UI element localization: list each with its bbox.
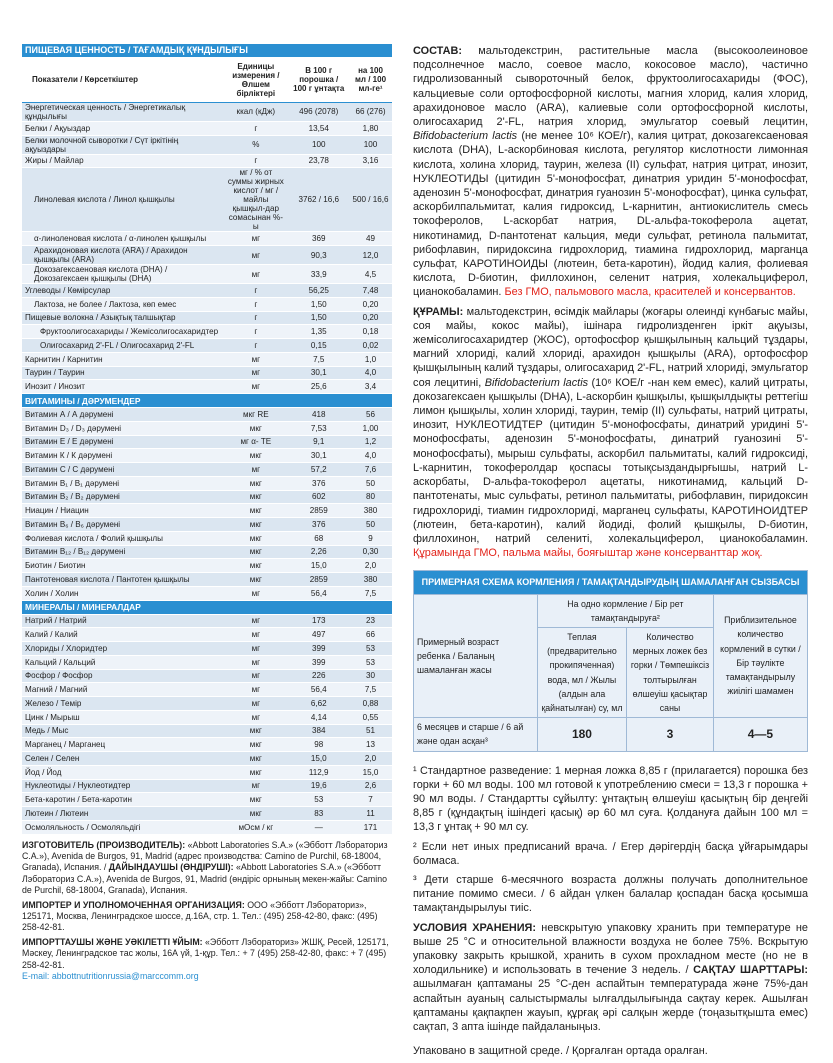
row-label: Пантотеновая кислота / Пантотен қышқылы [22,573,223,587]
note-2: ² Если нет иных предписаний врача. / Егер дәрігердің басқа ұйғарымдары болмаса. [413,840,808,867]
feeding-title: ПРИМЕРНАЯ СХЕМА КОРМЛЕНИЯ / ТАМАҚТАНДЫРУДЫҢ ШАМАЛАНҒАН СЫЗБАСЫ [414,571,808,594]
row-value-100g: 83 [288,807,349,821]
row-label: Олигосахарид 2'-FL / Олигосахарид 2'-FL [22,339,223,353]
row-label: Фолиевая кислота / Фолий қышқылы [22,531,223,545]
packed-note: Упаковано в защитной среде. / Қорғалған ортада оралған. [413,1045,708,1058]
row-value-100ml: 12,0 [349,246,392,265]
row-unit: мг [223,697,288,711]
composition-kz-text2: (10⁶ КОЕ/г -нан кем емес), калий цитраты, докозагексаен қышқылы (DHA), L-аскорбин қышқылы, қышқылдықты реттегіш лимон қышқылы, холин хлориді, таурин, темір (II) сульфаты, натрий цитраты, инозит, НУКЛЕОТИДТЕР (цитидин 5'-монофосфаты, динатрий уридині 5'-монофосфаты, аденозин 5'-монофосфаты, динатрий гуанозині 5'-монофосфаты), мырыш сульфаты, аскорбил пальмитаты, калий гидроксиді, L-карнитин, токоферолдар қоспасы тотықсыздандырғышы, натрий L-аскорбаты, D-альфа-токоферол ацетаты, никотинамид, кальций D-пантотенаты, мыс сульфаты, ретинол пальмитаты, рибофлавин, пиридоксин гидрохлориді, тиамин гидрохлориді, марганец сульфаты, КАРОТИНОИДТЕР (лютеин, бета-каротин), калий йодиді, фолий қышқылы, D-биотин, филлохинон, натрий селениті, холекальциферол, цианокобаламин. [413,376,808,545]
row-label: Натрий / Натрий [22,614,223,628]
row-value-100ml: 380 [349,573,392,587]
table-row [22,820,392,834]
table-row [22,102,392,121]
nutrition-table [22,44,392,835]
row-unit: мг [223,352,288,366]
row-label: Витамин А / А дәрумені [22,408,223,422]
row-label: Биотин / Биотин [22,559,223,573]
feeding-col-spoons: Количество мерных ложек без горки / Төмпешіксіз толтырылған өлшеуіш қасықтар саны [627,627,714,717]
storage-ru-text: невскрытую упаковку хранить при температуре не выше 25 °С и относительной влажности воздуха не более 75%. Вскрытую упаковку закрыть крышкой, хранить в сухом прохладном месте (но не в холодильнике) и использовать в течение 3 недель. / [413,921,808,977]
composition-ru-text2: (не менее 10⁶ КОЕ/г), калия цитрат, докозагексаеновая кислота (DHA), L-аскорбиновая кислота, регулятор кислотности лимонная кислота, холина хлорид, таурин, железа (II) сульфат, натрия цитрат, инозит, НУКЛЕОТИДЫ (цитидин 5'-монофосфат, динатрия уридин 5'-монофосфат, аденозин 5'-монофосфат, динатрия гуанозин 5'-монофосфат), цинка сульфат, аскорбилпальмитат, калия гидроксид, L-карнитин, антиокислитель смесь токоферолов, L-аскорбат натрия, DL-альфа-токоферола ацетат, никотинамид, D-пантотенат кальция, меди сульфат, ретинола пальмитат, рибофлавин, пиридоксина гидрохлорид, тиамина гидрохлорид, марганца сульфат, КАРОТИНОИДЫ (лютеин, бета-каротин), йодид калия, фолиевая кислота, D-биотин, филлохинон, селенит натрия, холекальциферол, цианокобаламин. [413,130,808,299]
row-unit: мкг [223,807,288,821]
row-unit: ккал (кДж) [223,102,288,121]
table-row [22,463,392,477]
manufacturer [22,840,392,897]
table-row [22,246,392,265]
row-unit: г [223,121,288,135]
table-row [22,284,392,298]
table-row [22,697,392,711]
left-column [22,44,392,982]
row-unit: г [223,325,288,339]
row-value-100g: 98 [288,738,349,752]
row-label: Пищевые волокна / Азықтық талшықтар [22,311,223,325]
row-value-100g: 56,25 [288,284,349,298]
feeding-col-water: Теплая (предварительно прокипяченная) вода, мл / Жылы (алдын ала қайнатылған) су, мл [537,627,626,717]
row-label: Углеводы / Көмірсулар [22,284,223,298]
table-row [22,311,392,325]
row-value-100g: 7,53 [288,421,349,435]
table-row [22,325,392,339]
row-label: Лютеин / Лютеин [22,807,223,821]
row-value-100g: 173 [288,614,349,628]
company-info [22,840,392,983]
row-label: Витамин В₁ / В₁ дәрумені [22,476,223,490]
row-value-100ml: 30 [349,669,392,683]
row-unit: мкг [223,476,288,490]
row-value-100g: 15,0 [288,559,349,573]
nutrition-header-row [22,57,392,102]
table-row [22,435,392,449]
table-row [22,168,392,232]
row-unit: мкг [223,504,288,518]
row-value-100g: 384 [288,724,349,738]
row-unit: мг / % от суммы жирных кислот / мг / майлы қышқыл-дар сомасынан %-ы [223,168,288,232]
table-row [22,421,392,435]
feeding-age: 6 месяцев и старше / 6 ай және одан асқан³ [414,718,538,751]
row-value-100ml: 7,5 [349,683,392,697]
composition-ru-label: СОСТАВ: [413,45,462,57]
table-row [22,297,392,311]
row-value-100ml: 1,00 [349,421,392,435]
row-value-100g: 19,6 [288,779,349,793]
row-label: Линолевая кислота / Линол қышқылы [22,168,223,232]
row-label: Белки молочной сыворотки / Сүт іркітінің ақуыздары [22,135,223,154]
row-value-100ml: 4,0 [349,366,392,380]
row-value-100ml: 9 [349,531,392,545]
feeding-col-one: На одно кормление / Бір рет тамақтандыруға² [537,594,713,627]
row-value-100g: 90,3 [288,246,349,265]
row-value-100g: 2,26 [288,545,349,559]
table-row [22,642,392,656]
row-value-100ml: 100 [349,135,392,154]
table-row [22,807,392,821]
storage-ru-label: УСЛОВИЯ ХРАНЕНИЯ: [413,921,537,934]
row-unit: мг [223,366,288,380]
row-label: Жиры / Майлар [22,154,223,168]
row-value-100g: 497 [288,628,349,642]
row-unit: мг [223,380,288,394]
row-label: Витамин Е / Е дәрумені [22,435,223,449]
row-value-100ml: 49 [349,232,392,246]
row-value-100ml: 13 [349,738,392,752]
composition-kz-warning: Құрамында ГМО, пальма майы, бояғыштар және консерванттар жоқ. [413,547,763,560]
table-row [22,655,392,669]
row-value-100g: 3762 / 16,6 [288,168,349,232]
row-label: Таурин / Таурин [22,366,223,380]
row-value-100g: 1,35 [288,325,349,339]
row-value-100g: — [288,820,349,834]
row-unit: мкг [223,449,288,463]
row-label: Медь / Мыс [22,724,223,738]
importer-text: ООО «Эбботт Лэбораториз», 125171, Москва, Ленинградское шоссе, д.16А, стр. 1. Тел.: (495) 258-42-80, факс: (495) 258-42-81. [22,899,378,933]
row-label: Фруктоолигосахариды / Жемісолигосахаридтер [22,325,223,339]
row-value-100g: 13,54 [288,121,349,135]
row-label: Бета-каротин / Бета-каротин [22,793,223,807]
table-row [22,738,392,752]
row-value-100g: 0,15 [288,339,349,353]
storage-kz-label: САҚТАУ ШАРТТАРЫ: [693,964,808,977]
row-label: Цинк / Мырыш [22,710,223,724]
table-row [22,710,392,724]
email-link[interactable]: E-mail: abbottnutritionrussia@marccomm.org [22,970,199,981]
feeding-col-age: Примерный возраст ребенка / Баланың шамаланған жасы [414,594,538,718]
row-value-100g: 2859 [288,573,349,587]
table-row [22,518,392,532]
storage-conditions [413,921,808,1035]
feeding-water: 180 [537,718,626,751]
row-label: Энергетическая ценность / Энергетикалық құндылығы [22,102,223,121]
row-value-100ml: 171 [349,820,392,834]
table-row [22,559,392,573]
table-row [22,449,392,463]
composition-kz-italic: Bifidobacterium lactis [484,376,589,389]
row-value-100g: 226 [288,669,349,683]
row-value-100g: 1,50 [288,311,349,325]
row-label: α-линоленовая кислота / α-линолен қышқылы [22,232,223,246]
table-row [22,724,392,738]
row-unit: мг [223,710,288,724]
manufacturer-kz-label: ДАЙЫНДАУШЫ (ӨНДІРУШІ): [108,862,234,873]
table-row [22,669,392,683]
row-value-100ml: 23 [349,614,392,628]
feeding-daily: 4—5 [713,718,807,751]
row-label: Железо / Темір [22,697,223,711]
importer-kz-label: ИМПОРТТАУШЫ ЖӘНЕ УӘКІЛЕТТІ ҰЙЫМ: [22,936,203,947]
row-unit: мг [223,463,288,477]
row-label: Витамин В₁₂ / В₁₂ дәрумені [22,545,223,559]
row-value-100ml: 56 [349,408,392,422]
row-unit: мг α- TE [223,435,288,449]
row-value-100g: 1,50 [288,297,349,311]
row-value-100ml: 1,0 [349,352,392,366]
row-value-100g: 15,0 [288,752,349,766]
row-label: Холин / Холин [22,586,223,600]
table-row [22,366,392,380]
row-value-100ml: 11 [349,807,392,821]
row-value-100g: 68 [288,531,349,545]
row-unit: мОсм / кг [223,820,288,834]
row-label: Марганец / Марганец [22,738,223,752]
row-unit: мкг [223,518,288,532]
row-value-100ml: 51 [349,724,392,738]
row-value-100ml: 66 [349,628,392,642]
row-value-100ml: 2,0 [349,559,392,573]
row-label: Витамин К / К дәрумені [22,449,223,463]
composition-kz-text: мальтодекстрин, өсімдік майлары (жоғары олеинді күнбағыс майы, соя майы, кокос майы), ішінара гидролизденген іркіт ақуызы, жемісолигосахаридтер (ЖОС), ортофосфор қышқылының кальций тұздары, магний хлориді, калий хлориді, арахидон қышқылы (ARA), ортофосфор қышқылының калий тұздары, олигосахарид 2'-FL, натрий хлориді, эмульгатор соя лецитині, [413,305,808,389]
row-unit: мг [223,246,288,265]
row-value-100g: 376 [288,518,349,532]
row-value-100g: 56,4 [288,683,349,697]
row-label: Магний / Магний [22,683,223,697]
row-value-100g: 496 (2078) [288,102,349,121]
row-label: Витамин В₆ / В₆ дәрумені [22,518,223,532]
row-value-100ml: 50 [349,518,392,532]
composition-ru-text: мальтодекстрин, растительные масла (высокоолеиновое подсолнечное масло, соевое масло, кокосовое масло), частично гидролизованный сывороточный белок, фруктоолигосахариды (ФОС), кальциевые соли ортофосфорной кислоты, магния хлорид, калия хлорид, арахидоновое масло (ARA), калиевые соли ортофосфорной кислоты, олигосахарид 2'-FL, натрия хлорид, эмульгатор соевый лецитин, [413,45,808,129]
row-label: Карнитин / Карнитин [22,352,223,366]
row-label: Инозит / Инозит [22,380,223,394]
table-row [22,752,392,766]
row-value-100ml: 500 / 16,6 [349,168,392,232]
header-unit: Единицы измерения / Өлшем бірліктері [223,57,288,102]
row-value-100ml: 7,48 [349,284,392,298]
table-row [22,765,392,779]
row-value-100ml: 1,2 [349,435,392,449]
row-unit: мкг [223,531,288,545]
row-value-100ml: 380 [349,504,392,518]
row-value-100ml: 0,18 [349,325,392,339]
manufacturer-label: ИЗГОТОВИТЕЛЬ (ПРОИЗВОДИТЕЛЬ): [22,839,186,850]
row-label: Калий / Калий [22,628,223,642]
row-unit: % [223,135,288,154]
table-row [22,339,392,353]
row-value-100g: 376 [288,476,349,490]
importer-kz [22,937,392,971]
table-row [22,531,392,545]
table-row [22,573,392,587]
feeding-spoons: 3 [627,718,714,751]
row-value-100ml: 7,6 [349,463,392,477]
row-unit: г [223,284,288,298]
importer [22,900,392,934]
row-unit: мкг [223,545,288,559]
row-value-100ml: 0,30 [349,545,392,559]
composition-ru-italic: Bifidobacterium lactis [413,130,518,143]
row-value-100ml: 3,16 [349,154,392,168]
row-unit: г [223,297,288,311]
table-row [22,793,392,807]
row-value-100ml: 15,0 [349,765,392,779]
row-unit: мкг [223,559,288,573]
row-value-100g: 4,14 [288,710,349,724]
row-value-100ml: 0,20 [349,311,392,325]
row-value-100g: 53 [288,793,349,807]
importer-label: ИМПОРТЕР И УПОЛНОМОЧЕННАЯ ОРГАНИЗАЦИЯ: [22,899,245,910]
row-unit: мкг [223,793,288,807]
row-value-100ml: 7,5 [349,586,392,600]
table-row [22,352,392,366]
row-label: Кальций / Кальций [22,655,223,669]
importer-kz-text: «Эбботт Лэбораториз» ЖШҚ, Ресей, 125171, Мәскеу, Ленинградское тас жолы, 16А үй, 1-құр. Тел.: + 7 (495) 258-42-80, факс: + 7 (495) 258-42-81. [22,936,389,970]
row-value-100g: 6,62 [288,697,349,711]
row-label: Лактоза, не более / Лактоза, көп емес [22,297,223,311]
row-unit: мкг RE [223,408,288,422]
manufacturer-text: «Abbott Laboratories S.A.» («Эбботт Лэбораториз С.А.»), Avenida de Burgos, 91, Madrid (адрес производства: Camino de Purchil, 68-18004, Granada), Испания. / [22,839,388,873]
table-row [22,628,392,642]
header-per-100g: В 100 г порошка / 100 г ұнтақта [288,57,349,102]
row-unit: мг [223,779,288,793]
row-value-100g: 418 [288,408,349,422]
row-value-100ml: 0,02 [349,339,392,353]
table-row [22,154,392,168]
row-value-100ml: 80 [349,490,392,504]
row-label: Арахидоновая кислота (ARA) / Арахидон қышқылы (ARA) [22,246,223,265]
row-unit: мг [223,655,288,669]
row-unit: г [223,154,288,168]
table-row [22,408,392,422]
composition-ru [413,44,808,300]
row-unit: мкг [223,421,288,435]
row-value-100ml: 2,6 [349,779,392,793]
section-row [22,394,392,408]
row-value-100ml: 4,5 [349,265,392,284]
row-value-100ml: 53 [349,655,392,669]
row-label: Белки / Ақуыздар [22,121,223,135]
row-value-100g: 30,1 [288,449,349,463]
row-value-100g: 112,9 [288,765,349,779]
row-label: Докозагексаеновая кислота (DHA) / Докозагексаен қышқылы (DHA) [22,265,223,284]
section-title: МИНЕРАЛЫ / МИНЕРАЛДАР [22,600,392,614]
row-label: Хлориды / Хлоридтер [22,642,223,656]
row-unit: мкг [223,765,288,779]
row-value-100ml: 1,80 [349,121,392,135]
row-value-100ml: 2,0 [349,752,392,766]
row-value-100ml: 3,4 [349,380,392,394]
row-value-100g: 25,6 [288,380,349,394]
section-row [22,600,392,614]
nutrition-title: ПИЩЕВАЯ ЦЕННОСТЬ / ТАҒАМДЫҚ ҚҰНДЫЛЫҒЫ [22,44,392,57]
feeding-table [413,570,808,751]
row-label: Фосфор / Фосфор [22,669,223,683]
row-value-100g: 57,2 [288,463,349,477]
row-value-100ml: 0,55 [349,710,392,724]
row-value-100g: 2859 [288,504,349,518]
table-row [22,490,392,504]
table-row [22,265,392,284]
row-label: Осмоляльность / Осмоляльдігі [22,820,223,834]
composition-kz [413,305,808,561]
table-row [22,232,392,246]
row-value-100ml: 66 (276) [349,102,392,121]
table-row [22,380,392,394]
table-row [22,545,392,559]
row-value-100g: 30,1 [288,366,349,380]
row-label: Ниацин / Ниацин [22,504,223,518]
row-value-100ml: 50 [349,476,392,490]
table-row [22,476,392,490]
note-3: ³ Дети старше 6-месячного возраста должны получать дополнительное питание помимо смеси. / 6 айдан үлкен балалар қоспадан басқа қосымша тамақтандырылуы тиіс. [413,873,808,915]
section-title: ВИТАМИНЫ / ДӘРУМЕНДЕР [22,394,392,408]
row-value-100ml: 0,88 [349,697,392,711]
row-unit: г [223,339,288,353]
row-value-100g: 100 [288,135,349,154]
manufacturer-kz-text: «Abbott Laboratories S.A.» («Эбботт Лэбораториз С.А.»), Avenida de Burgos, 91, Madrid (өндіріс орнының мекен-жайы: Camino de Purchil, 68-18004, Granada), Испания. [22,862,387,896]
storage-kz-text: ашылмаған қаптаманы 25 °С-ден аспайтын температурада және 75%-дан аспайтын ауаның салыстырмалы ылғалдылығында сақтау керек. Ашылған қаптаманы қақпақпен жауып, құрғақ әрі салқын жерде (тоңазытқышта емес) сақтап, 3 апта ішінде пайдаланыңыз. [413,978,808,1033]
row-value-100g: 9,1 [288,435,349,449]
row-label: Нуклеотиды / Нуклеотидтер [22,779,223,793]
row-unit: мкг [223,490,288,504]
row-value-100g: 56,4 [288,586,349,600]
table-row [22,614,392,628]
row-label: Витамин В₂ / В₂ дәрумені [22,490,223,504]
row-value-100g: 399 [288,642,349,656]
row-value-100ml: 0,20 [349,297,392,311]
row-label: Витамин С / С дәрумені [22,463,223,477]
row-unit: мг [223,232,288,246]
composition-kz-label: ҚҰРАМЫ: [413,305,464,318]
row-label: Йод / Йод [22,765,223,779]
right-column [413,44,808,1063]
row-unit: мг [223,614,288,628]
feeding-col-daily: Приблизительное количество кормлений в сутки / Бір тәулікте тамақтандырылу жиілігі шамамен [713,594,807,718]
table-row [22,683,392,697]
row-unit: мг [223,628,288,642]
row-unit: мкг [223,573,288,587]
row-unit: мг [223,683,288,697]
table-row [22,504,392,518]
row-value-100g: 33,9 [288,265,349,284]
row-unit: мкг [223,738,288,752]
row-label: Селен / Селен [22,752,223,766]
table-row [22,121,392,135]
header-per-100ml: на 100 мл / 100 мл-ге¹ [349,57,392,102]
table-row [22,586,392,600]
row-unit: мкг [223,752,288,766]
row-value-100g: 602 [288,490,349,504]
row-label: Витамин D₃ / D₃ дәрумені [22,421,223,435]
row-value-100ml: 53 [349,642,392,656]
row-unit: мг [223,586,288,600]
row-unit: мкг [223,724,288,738]
row-value-100g: 23,78 [288,154,349,168]
table-row [22,135,392,154]
row-unit: мг [223,642,288,656]
note-1: ¹ Стандартное разведение: 1 мерная ложка 8,85 г (прилагается) порошка без горки + 60 мл воды. 100 мл готовой к употреблению смеси = 13,3 г порошка + 90 мл воды. / Стандартты сұйылту: ұнтақтың өлшеуіш қасықтың бір деңгейі 8,85 г (құндақтың ішіндегі қасық) әр 60 мл суға. Қолдануға дайын 100 мл = 13,3 г ұнтақ + 90 мл су. [413,764,808,834]
row-unit: г [223,311,288,325]
row-value-100ml: 4,0 [349,449,392,463]
table-row [22,779,392,793]
row-value-100g: 369 [288,232,349,246]
row-unit: мг [223,669,288,683]
composition-ru-warning: Без ГМО, пальмового масла, красителей и консервантов. [504,286,796,299]
row-value-100ml: 7 [349,793,392,807]
row-unit: мг [223,265,288,284]
row-value-100g: 399 [288,655,349,669]
header-indicator: Показатели / Көрсеткіштер [22,57,223,102]
row-value-100g: 7,5 [288,352,349,366]
